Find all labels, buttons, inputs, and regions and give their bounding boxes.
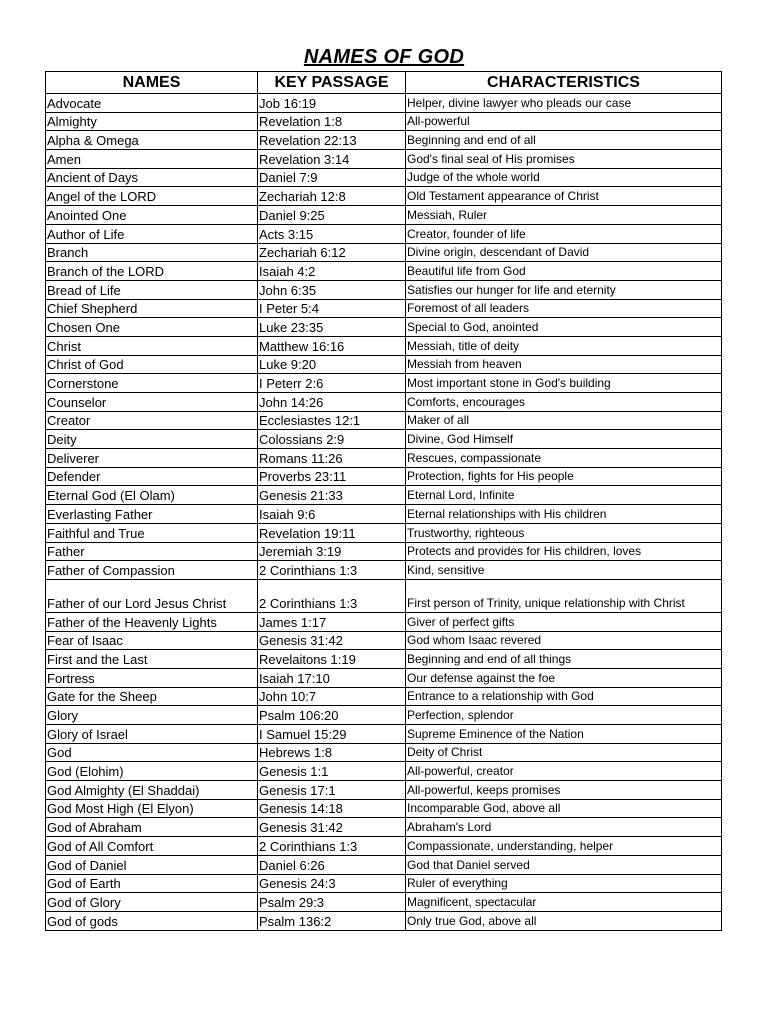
- key-passage-cell: I Peterr 2:6: [258, 374, 406, 393]
- table-row: [46, 579, 722, 612]
- key-passage-cell: Psalm 136:2: [258, 911, 406, 930]
- name-cell: Cornerstone: [46, 374, 258, 393]
- key-passage-cell: Psalm 106:20: [258, 706, 406, 725]
- table-row: [46, 411, 722, 430]
- table-row: [46, 393, 722, 412]
- key-passage-cell: 2 Corinthians 1:3: [258, 579, 406, 612]
- table-row: [46, 762, 722, 781]
- table-row: [46, 855, 722, 874]
- name-cell: Glory of Israel: [46, 725, 258, 744]
- table-row: [46, 112, 722, 131]
- key-passage-cell: Job 16:19: [258, 94, 406, 113]
- table-row: [46, 542, 722, 561]
- name-cell: God of Abraham: [46, 818, 258, 837]
- characteristics-cell: Protection, fights for His people: [406, 467, 722, 486]
- table-row: [46, 874, 722, 893]
- name-cell: Branch: [46, 243, 258, 262]
- table-row: [46, 336, 722, 355]
- key-passage-cell: Ecclesiastes 12:1: [258, 411, 406, 430]
- table-row: [46, 706, 722, 725]
- name-cell: God: [46, 743, 258, 762]
- name-cell: Glory: [46, 706, 258, 725]
- table-row: [46, 631, 722, 650]
- name-cell: Fortress: [46, 668, 258, 687]
- table-body: [46, 94, 722, 931]
- characteristics-cell: Compassionate, understanding, helper: [406, 837, 722, 856]
- table-row: [46, 430, 722, 449]
- characteristics-cell: Ruler of everything: [406, 874, 722, 893]
- characteristics-cell: All-powerful: [406, 112, 722, 131]
- table-row: [46, 187, 722, 206]
- table-row: [46, 725, 722, 744]
- characteristics-cell: Messiah, title of deity: [406, 336, 722, 355]
- name-cell: Almighty: [46, 112, 258, 131]
- table-row: [46, 523, 722, 542]
- key-passage-cell: I Samuel 15:29: [258, 725, 406, 744]
- name-cell: Author of Life: [46, 224, 258, 243]
- characteristics-cell: Entrance to a relationship with God: [406, 687, 722, 706]
- key-passage-cell: John 6:35: [258, 280, 406, 299]
- name-cell: God Most High (El Elyon): [46, 799, 258, 818]
- table-row: [46, 262, 722, 281]
- characteristics-cell: Judge of the whole world: [406, 168, 722, 187]
- table-row: [46, 486, 722, 505]
- header-characteristics: CHARACTERISTICS: [406, 72, 722, 94]
- key-passage-cell: Luke 9:20: [258, 355, 406, 374]
- table-row: [46, 467, 722, 486]
- characteristics-cell: Kind, sensitive: [406, 561, 722, 580]
- name-cell: Father of Compassion: [46, 561, 258, 580]
- key-passage-cell: Daniel 6:26: [258, 855, 406, 874]
- table-row: [46, 893, 722, 912]
- characteristics-cell: Beginning and end of all things: [406, 650, 722, 669]
- characteristics-cell: All-powerful, creator: [406, 762, 722, 781]
- table-row: [46, 168, 722, 187]
- characteristics-cell: Messiah from heaven: [406, 355, 722, 374]
- characteristics-cell: Protects and provides for His children, loves: [406, 542, 722, 561]
- name-cell: Deity: [46, 430, 258, 449]
- characteristics-cell: Special to God, anointed: [406, 318, 722, 337]
- table-row: [46, 224, 722, 243]
- table-row: [46, 131, 722, 150]
- name-cell: Deliverer: [46, 449, 258, 468]
- key-passage-cell: 2 Corinthians 1:3: [258, 837, 406, 856]
- page-title: NAMES OF GOD: [303, 46, 465, 68]
- characteristics-cell: Perfection, splendor: [406, 706, 722, 725]
- key-passage-cell: Genesis 14:18: [258, 799, 406, 818]
- name-cell: Everlasting Father: [46, 505, 258, 524]
- name-cell: Chief Shepherd: [46, 299, 258, 318]
- name-cell: Defender: [46, 467, 258, 486]
- key-passage-cell: Hebrews 1:8: [258, 743, 406, 762]
- key-passage-cell: 2 Corinthians 1:3: [258, 561, 406, 580]
- characteristics-cell: Eternal Lord, Infinite: [406, 486, 722, 505]
- name-cell: Father: [46, 542, 258, 561]
- key-passage-cell: Isaiah 9:6: [258, 505, 406, 524]
- name-cell: Creator: [46, 411, 258, 430]
- key-passage-cell: Colossians 2:9: [258, 430, 406, 449]
- table-row: [46, 911, 722, 930]
- name-cell: God of All Comfort: [46, 837, 258, 856]
- name-cell: Chosen One: [46, 318, 258, 337]
- name-cell: Father of the Heavenly Lights: [46, 612, 258, 631]
- name-cell: Advocate: [46, 94, 258, 113]
- key-passage-cell: Genesis 24:3: [258, 874, 406, 893]
- characteristics-cell: Our defense against the foe: [406, 668, 722, 687]
- key-passage-cell: Romans 11:26: [258, 449, 406, 468]
- table-row: [46, 449, 722, 468]
- name-cell: Christ: [46, 336, 258, 355]
- table-row: [46, 837, 722, 856]
- characteristics-cell: Helper, divine lawyer who pleads our case: [406, 94, 722, 113]
- characteristics-cell: Rescues, compassionate: [406, 449, 722, 468]
- name-cell: Eternal God (El Olam): [46, 486, 258, 505]
- characteristics-cell: Divine origin, descendant of David: [406, 243, 722, 262]
- table-row: [46, 799, 722, 818]
- characteristics-cell: Maker of all: [406, 411, 722, 430]
- table-row: [46, 280, 722, 299]
- key-passage-cell: Jeremiah 3:19: [258, 542, 406, 561]
- key-passage-cell: Luke 23:35: [258, 318, 406, 337]
- characteristics-cell: All-powerful, keeps promises: [406, 781, 722, 800]
- key-passage-cell: Isaiah 17:10: [258, 668, 406, 687]
- key-passage-cell: Revelation 1:8: [258, 112, 406, 131]
- characteristics-cell: Creator, founder of life: [406, 224, 722, 243]
- characteristics-cell: God whom Isaac revered: [406, 631, 722, 650]
- characteristics-cell: Beautiful life from God: [406, 262, 722, 281]
- name-cell: Faithful and True: [46, 523, 258, 542]
- key-passage-cell: Proverbs 23:11: [258, 467, 406, 486]
- names-table: [45, 71, 722, 931]
- name-cell: Fear of Isaac: [46, 631, 258, 650]
- characteristics-cell: Incomparable God, above all: [406, 799, 722, 818]
- name-cell: God of Daniel: [46, 855, 258, 874]
- key-passage-cell: John 14:26: [258, 393, 406, 412]
- name-cell: Angel of the LORD: [46, 187, 258, 206]
- name-cell: Branch of the LORD: [46, 262, 258, 281]
- name-cell: God of Glory: [46, 893, 258, 912]
- name-cell: God of Earth: [46, 874, 258, 893]
- characteristics-cell: Giver of perfect gifts: [406, 612, 722, 631]
- name-cell: Bread of Life: [46, 280, 258, 299]
- table-row: [46, 355, 722, 374]
- key-passage-cell: James 1:17: [258, 612, 406, 631]
- name-cell: God Almighty (El Shaddai): [46, 781, 258, 800]
- table-row: [46, 781, 722, 800]
- table-row: [46, 687, 722, 706]
- name-cell: Ancient of Days: [46, 168, 258, 187]
- table-row: [46, 818, 722, 837]
- header-names: NAMES: [46, 72, 258, 94]
- characteristics-cell: Trustworthy, righteous: [406, 523, 722, 542]
- key-passage-cell: Daniel 7:9: [258, 168, 406, 187]
- characteristics-cell: Supreme Eminence of the Nation: [406, 725, 722, 744]
- key-passage-cell: Genesis 1:1: [258, 762, 406, 781]
- characteristics-cell: Eternal relationships with His children: [406, 505, 722, 524]
- header-key-passage: KEY PASSAGE: [258, 72, 406, 94]
- characteristics-cell: Beginning and end of all: [406, 131, 722, 150]
- characteristics-cell: Divine, God Himself: [406, 430, 722, 449]
- name-cell: Amen: [46, 150, 258, 169]
- key-passage-cell: Matthew 16:16: [258, 336, 406, 355]
- table-row: [46, 299, 722, 318]
- key-passage-cell: Revelation 22:13: [258, 131, 406, 150]
- table-row: [46, 243, 722, 262]
- characteristics-cell: Old Testament appearance of Christ: [406, 187, 722, 206]
- key-passage-cell: John 10:7: [258, 687, 406, 706]
- table-row: [46, 374, 722, 393]
- name-cell: Counselor: [46, 393, 258, 412]
- key-passage-cell: Genesis 31:42: [258, 818, 406, 837]
- key-passage-cell: Genesis 21:33: [258, 486, 406, 505]
- characteristics-cell: God that Daniel served: [406, 855, 722, 874]
- key-passage-cell: Psalm 29:3: [258, 893, 406, 912]
- characteristics-cell: Magnificent, spectacular: [406, 893, 722, 912]
- key-passage-cell: Daniel 9:25: [258, 206, 406, 225]
- key-passage-cell: Genesis 31:42: [258, 631, 406, 650]
- key-passage-cell: Revelation 3:14: [258, 150, 406, 169]
- table-row: [46, 743, 722, 762]
- characteristics-cell: Deity of Christ: [406, 743, 722, 762]
- key-passage-cell: I Peter 5:4: [258, 299, 406, 318]
- name-cell: First and the Last: [46, 650, 258, 669]
- key-passage-cell: Zechariah 6:12: [258, 243, 406, 262]
- key-passage-cell: Genesis 17:1: [258, 781, 406, 800]
- key-passage-cell: Revelation 19:11: [258, 523, 406, 542]
- table-row: [46, 94, 722, 113]
- characteristics-cell: Satisfies our hunger for life and eternity: [406, 280, 722, 299]
- name-cell: Father of our Lord Jesus Christ: [46, 579, 258, 612]
- name-cell: God of gods: [46, 911, 258, 930]
- name-cell: God (Elohim): [46, 762, 258, 781]
- key-passage-cell: Zechariah 12:8: [258, 187, 406, 206]
- name-cell: Alpha & Omega: [46, 131, 258, 150]
- table-row: [46, 150, 722, 169]
- characteristics-cell: Abraham's Lord: [406, 818, 722, 837]
- name-cell: Anointed One: [46, 206, 258, 225]
- characteristics-cell: Only true God, above all: [406, 911, 722, 930]
- header-row: [46, 72, 722, 94]
- characteristics-cell: Comforts, encourages: [406, 393, 722, 412]
- key-passage-cell: Isaiah 4:2: [258, 262, 406, 281]
- name-cell: Gate for the Sheep: [46, 687, 258, 706]
- table-row: [46, 668, 722, 687]
- table-row: [46, 505, 722, 524]
- characteristics-cell: Most important stone in God's building: [406, 374, 722, 393]
- table-row: [46, 650, 722, 669]
- characteristics-cell: God's final seal of His promises: [406, 150, 722, 169]
- key-passage-cell: Revelaitons 1:19: [258, 650, 406, 669]
- table-row: [46, 561, 722, 580]
- characteristics-cell: Messiah, Ruler: [406, 206, 722, 225]
- characteristics-cell: First person of Trinity, unique relationship with Christ: [406, 579, 722, 612]
- key-passage-cell: Acts 3:15: [258, 224, 406, 243]
- table-row: [46, 612, 722, 631]
- name-cell: Christ of God: [46, 355, 258, 374]
- table-row: [46, 318, 722, 337]
- characteristics-cell: Foremost of all leaders: [406, 299, 722, 318]
- table-row: [46, 206, 722, 225]
